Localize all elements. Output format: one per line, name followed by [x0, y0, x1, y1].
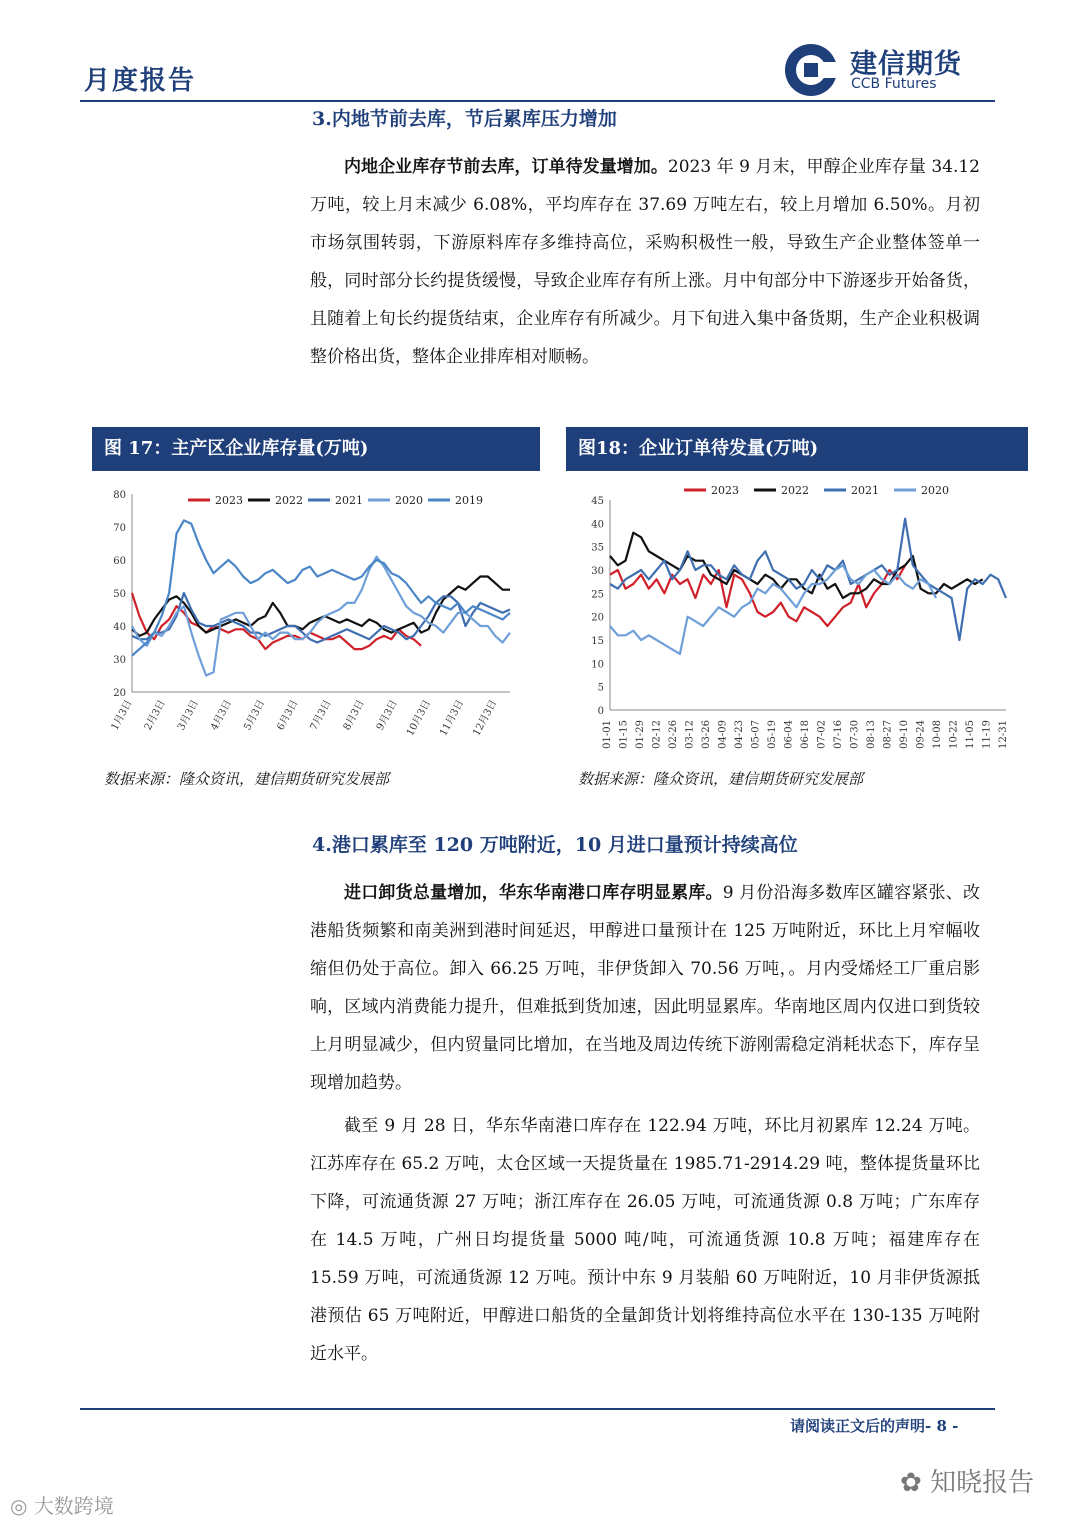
watermark-left-text: 大数跨境 [33, 1494, 114, 1518]
x-tick-label: 8月3日 [341, 698, 367, 733]
figure-18-source: 数据来源：隆众资讯，建信期货研究发展部 [578, 770, 864, 788]
x-tick-label: 9月3日 [374, 698, 400, 733]
report-type: 月度报告 [84, 66, 197, 96]
x-tick-label: 08-13 [866, 720, 877, 749]
watermark-right [900, 1462, 1034, 1499]
header-rule [80, 100, 995, 102]
x-tick-label: 7月3日 [308, 698, 334, 733]
y-tick-label: 40 [591, 519, 604, 531]
y-tick-label: 30 [113, 655, 126, 666]
x-tick-label: 03-26 [701, 720, 712, 749]
x-tick-label: 07-02 [816, 720, 828, 749]
x-tick-label: 1月3日 [109, 698, 135, 733]
x-tick-label: 4月3日 [209, 698, 235, 733]
brand-name: 建信期货 [850, 49, 962, 80]
y-tick-label: 0 [597, 706, 604, 717]
footer-disclaimer-page: 请阅读正文后的声明- 8 - [790, 1417, 959, 1435]
x-tick-label: 09-10 [899, 720, 910, 749]
x-tick-label: 01-15 [618, 720, 630, 749]
y-tick-label: 15 [591, 636, 604, 647]
legend-label-2019: 2019 [455, 494, 483, 507]
y-tick-label: 30 [591, 566, 604, 577]
legend-label-2020: 2020 [921, 484, 949, 497]
y-tick-label: 10 [591, 659, 604, 671]
y-tick-label: 40 [113, 622, 126, 633]
x-tick-label: 03-12 [684, 720, 696, 749]
section-3-title: 3.内地节前去库，节后累库压力增加 [312, 108, 617, 130]
y-tick-label: 45 [591, 496, 604, 507]
x-tick-label: 12-31 [998, 720, 1009, 749]
section-4-paragraph-1 [310, 874, 980, 1102]
legend-label-2022: 2022 [275, 494, 303, 507]
section-4-title: 4.港口累库至 120 万吨附近，10 月进口量预计持续高位 [312, 834, 798, 856]
x-tick-label: 06-04 [783, 720, 795, 749]
legend-label-2022: 2022 [781, 484, 809, 497]
x-tick-label: 5月3日 [242, 698, 268, 733]
x-tick-label: 09-24 [915, 720, 927, 749]
x-tick-label: 06-18 [800, 720, 811, 749]
y-tick-label: 60 [113, 556, 126, 567]
legend-label-2020: 2020 [395, 494, 423, 507]
legend-label-2023: 2023 [215, 494, 243, 507]
y-tick-label: 70 [113, 523, 126, 534]
x-tick-label: 07-16 [833, 720, 844, 749]
x-tick-label: 08-27 [882, 720, 894, 749]
series-line-2023 [132, 593, 421, 649]
y-tick-label: 25 [591, 589, 604, 601]
pending-orders-line-chart [566, 480, 1028, 750]
x-tick-label: 02-26 [668, 720, 679, 749]
weibo-icon: ◎ [10, 1494, 28, 1518]
legend-label-2021: 2021 [851, 484, 879, 497]
figure-17-caption: 图 17：主产区企业库存量(万吨) [92, 427, 540, 471]
watermark-right-text: 知晓报告 [930, 1468, 1035, 1498]
wechat-icon: ✿ [900, 1468, 922, 1498]
y-tick-label: 80 [113, 490, 126, 501]
x-tick-label: 11-05 [965, 720, 976, 749]
legend-label-2021: 2021 [335, 494, 363, 507]
x-tick-label: 6月3日 [275, 698, 301, 733]
watermark-left [10, 1490, 114, 1519]
x-tick-label: 01-01 [602, 720, 613, 749]
x-tick-label: 2月3日 [142, 698, 168, 733]
section-3-lead: 内地企业库存节前去库，订单待发量增加。 [344, 157, 668, 177]
y-tick-label: 20 [591, 612, 604, 624]
x-tick-label: 04-09 [717, 720, 729, 749]
y-tick-label: 5 [597, 682, 604, 694]
section-4-lead: 进口卸货总量增加，华东华南港口库存明显累库。 [344, 883, 723, 903]
x-tick-label: 01-29 [635, 720, 646, 749]
inventory-line-chart [92, 480, 540, 745]
ccb-logo-icon [783, 42, 839, 98]
x-tick-label: 07-30 [849, 720, 861, 749]
footer-rule [80, 1408, 995, 1410]
x-tick-label: 10-08 [932, 720, 943, 749]
x-tick-label: 04-23 [734, 720, 745, 749]
section-4-body: 9 月份沿海多数库区罐容紧张、改港船货频繁和南美洲到港时间延迟，甲醇进口量预计在 125 万吨附近，环比上月窄幅收缩但仍处于高位。卸入 66.25 万吨，非伊货卸入 70.56 万吨，。月内受烯烃工厂重启影响，区域内消费能力提升，但难抵到货加速，因此明显累库。华南地区周内仅进口到货较上月明显减少，但内贸量同比增加，在当地及周边传统下游刚需稳定消耗状态下，库存呈现增加趋势。 [310, 883, 980, 1093]
x-tick-label: 12月3日 [471, 698, 500, 738]
x-tick-label: 10月3日 [405, 698, 434, 738]
y-tick-label: 50 [113, 589, 126, 600]
brand-name-en: CCB Futures [851, 76, 937, 92]
x-tick-label: 05-19 [767, 720, 778, 749]
figure-17-source: 数据来源：隆众资讯，建信期货研究发展部 [104, 770, 390, 788]
y-tick-label: 35 [591, 542, 604, 554]
section-3-body: 2023 年 9 月末，甲醇企业库存量 34.12 万吨，较上月末减少 6.08%，平均库存在 37.69 万吨左右，较上月增加 6.50%。月初市场氛围转弱，下游原料库存多维持高位，采购积极性一般，导致生产企业整体签单一般，同时部分长约提货缓慢，导致企业库存有所上涨。月中旬部分中下游逐步开始备货，且随着上旬长约提货结束，企业库存有所减少。月下旬进入集中备货期，生产企业积极调整价格出货，整体企业排库相对顺畅。 [310, 157, 981, 367]
section-3-paragraph [310, 148, 980, 376]
y-tick-label: 20 [113, 688, 126, 699]
figure-18-caption: 图18：企业订单待发量(万吨) [566, 427, 1028, 471]
x-tick-label: 11月3日 [438, 698, 467, 738]
series-line-2019 [132, 520, 510, 655]
legend-label-2023: 2023 [711, 484, 739, 497]
x-tick-label: 3月3日 [175, 698, 201, 733]
x-tick-label: 05-07 [750, 720, 762, 749]
x-tick-label: 10-22 [948, 720, 960, 749]
x-tick-label: 02-12 [651, 720, 663, 749]
x-tick-label: 11-19 [981, 720, 993, 749]
section-4-paragraph-2: 截至 9 月 28 日，华东华南港口库存在 122.94 万吨，环比月初累库 12.24 万吨。江苏库存在 65.2 万吨，太仓区域一天提货量在 1985.71-2914.29 吨，整体提货量环比下降，可流通货源 27 万吨；浙江库存在 26.05 万吨，可流通货源 0.8 万吨；广东库存在 14.5 万吨，广州日均提货量 5000 吨/吨，可流通货源 10.8 万吨；福建库存在 15.59 万吨，可流通货源 12 万吨。预计中东 9 月装船 60 万吨附近，10 月非伊货源抵港预估 65 万吨附近，甲醇进口船货的全量卸货计划将维持高位水平在 130-135 万吨附近水平。 [310, 1116, 980, 1364]
